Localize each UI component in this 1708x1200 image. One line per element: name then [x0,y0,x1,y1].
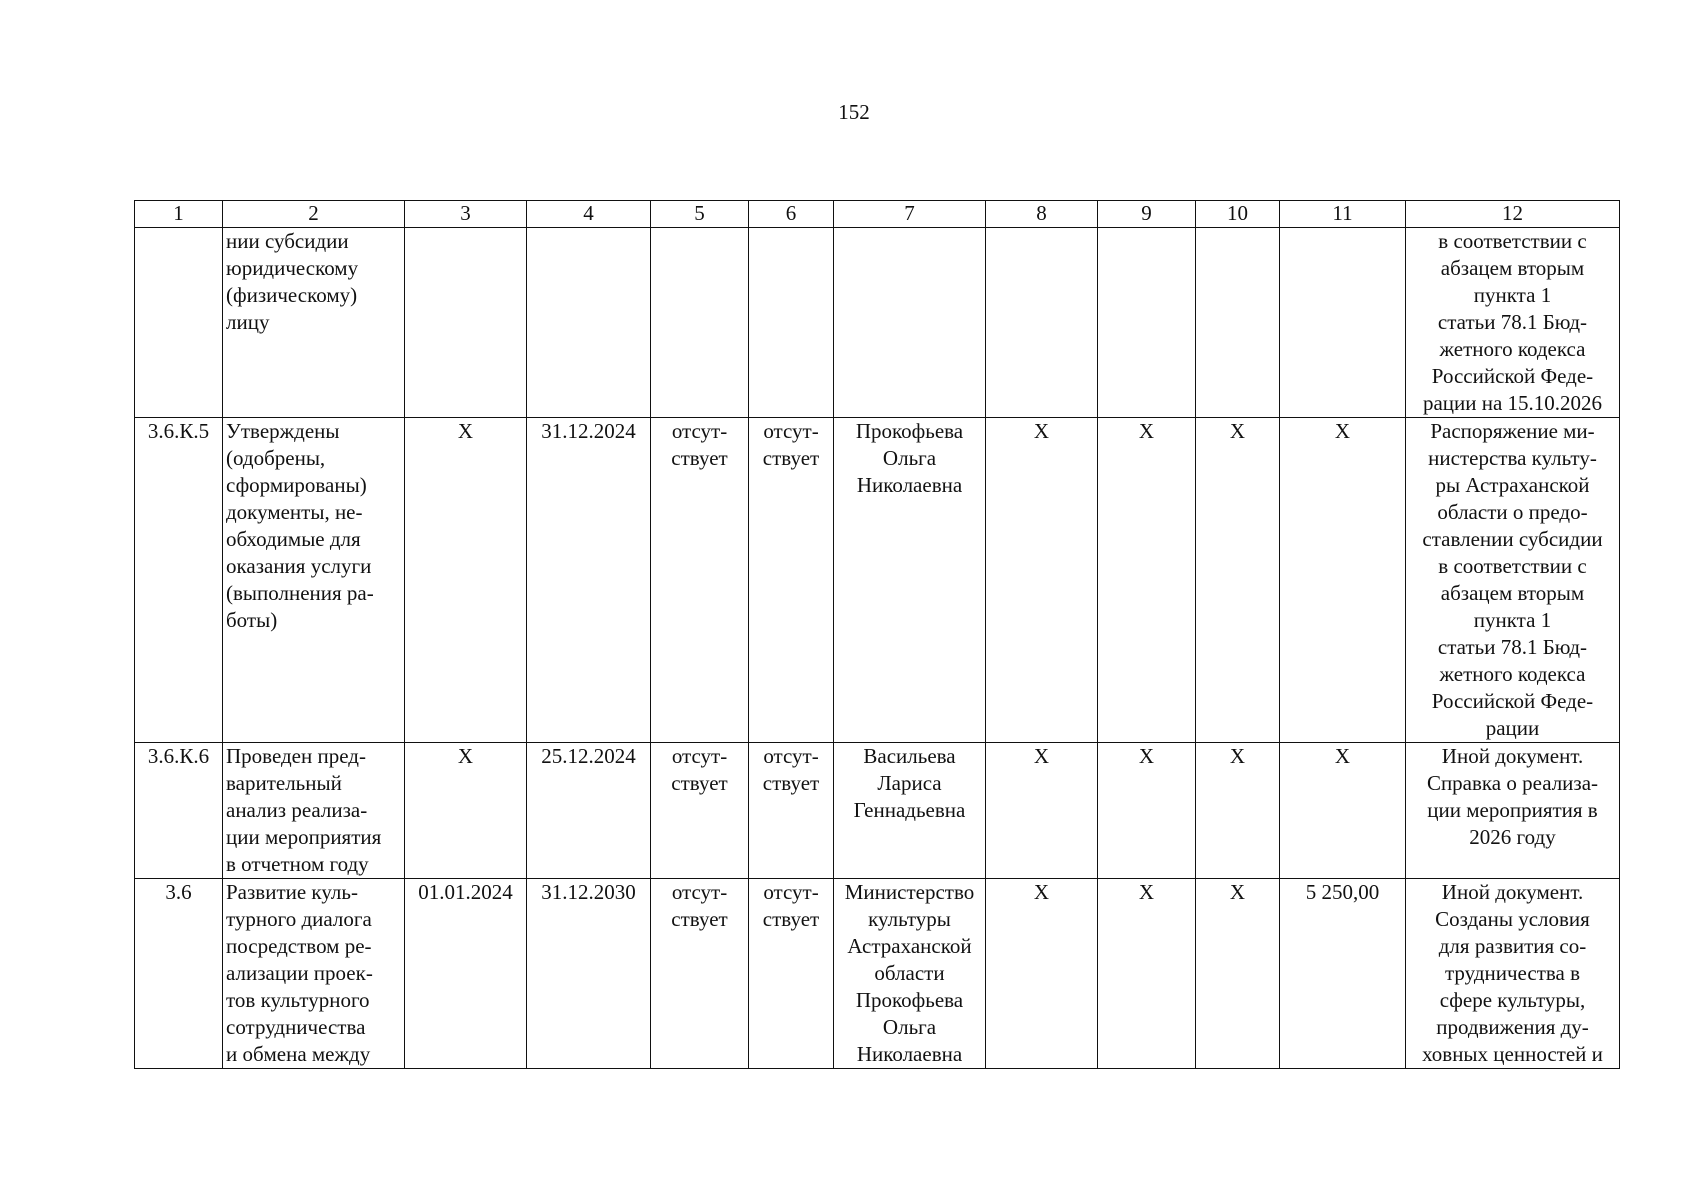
col9-cell: X [1098,743,1196,879]
amount-cell: X [1280,418,1406,743]
row-name-cell: Проведен пред- варительный анализ реализа- ции мероприятия в отчетном году [223,743,405,879]
column-number-row [135,201,1620,228]
row-code-cell [135,228,223,418]
amount-cell: 5 250,00 [1280,879,1406,1069]
column-number: 8 [986,201,1098,228]
plan-table [134,200,1620,1069]
responsible-cell: Министерство культуры Астраханской области Прокофьева Ольга Николаевна [834,879,986,1069]
col8-cell: X [986,418,1098,743]
page-number: 152 [838,100,870,124]
end-date-cell: 31.12.2030 [527,879,651,1069]
col6-cell: отсут- ствует [749,879,834,1069]
column-number: 4 [527,201,651,228]
document-cell: Иной документ. Справка о реализа- ции мероприятия в 2026 году [1406,743,1620,879]
responsible-cell: Прокофьева Ольга Николаевна [834,418,986,743]
col9-cell [1098,228,1196,418]
column-number: 11 [1280,201,1406,228]
column-number: 10 [1196,201,1280,228]
start-date-cell: X [405,418,527,743]
col5-cell: отсут- ствует [651,743,749,879]
start-date-cell: X [405,743,527,879]
table-row [135,879,1620,1069]
col10-cell: X [1196,418,1280,743]
row-code-cell: 3.6.К.5 [135,418,223,743]
col10-cell: X [1196,743,1280,879]
col6-cell [749,228,834,418]
col10-cell [1196,228,1280,418]
end-date-cell: 31.12.2024 [527,418,651,743]
col8-cell: X [986,879,1098,1069]
amount-cell [1280,228,1406,418]
column-number: 1 [135,201,223,228]
column-number: 12 [1406,201,1620,228]
responsible-cell: Васильева Лариса Геннадьевна [834,743,986,879]
col6-cell: отсут- ствует [749,743,834,879]
table-row [135,418,1620,743]
col6-cell: отсут- ствует [749,418,834,743]
column-number: 3 [405,201,527,228]
start-date-cell: 01.01.2024 [405,879,527,1069]
col8-cell: X [986,743,1098,879]
row-name-cell: нии субсидии юридическому (физическому) лицу [223,228,405,418]
table-row [135,743,1620,879]
col5-cell: отсут- ствует [651,879,749,1069]
responsible-cell [834,228,986,418]
row-code-cell: 3.6 [135,879,223,1069]
document-cell: Иной документ. Созданы условия для развития со- трудничества в сфере культуры, продвижения ду- ховных ценностей и [1406,879,1620,1069]
table-row [135,228,1620,418]
row-code-cell: 3.6.К.6 [135,743,223,879]
col9-cell: X [1098,879,1196,1069]
column-number: 9 [1098,201,1196,228]
column-number: 6 [749,201,834,228]
start-date-cell [405,228,527,418]
amount-cell: X [1280,743,1406,879]
col9-cell: X [1098,418,1196,743]
col10-cell: X [1196,879,1280,1069]
col8-cell [986,228,1098,418]
document-cell: Распоряжение ми- нистерства культу- ры Астраханской области о предо- ставлении субсидии в соответствии с абзацем вторым пункта 1 статьи 78.1 Бюд- жетного кодекса Российской Феде- рации [1406,418,1620,743]
column-number: 7 [834,201,986,228]
end-date-cell: 25.12.2024 [527,743,651,879]
row-name-cell: Утверждены (одобрены, сформированы) документы, не- обходимые для оказания услуги (выполнения ра- боты) [223,418,405,743]
col5-cell: отсут- ствует [651,418,749,743]
row-name-cell: Развитие куль- турного диалога посредством ре- ализации проек- тов культурного сотрудничества и обмена между [223,879,405,1069]
document-cell: в соответствии с абзацем вторым пункта 1 статьи 78.1 Бюд- жетного кодекса Российской Феде- рации на 15.10.2026 [1406,228,1620,418]
col5-cell [651,228,749,418]
end-date-cell [527,228,651,418]
column-number: 2 [223,201,405,228]
column-number: 5 [651,201,749,228]
